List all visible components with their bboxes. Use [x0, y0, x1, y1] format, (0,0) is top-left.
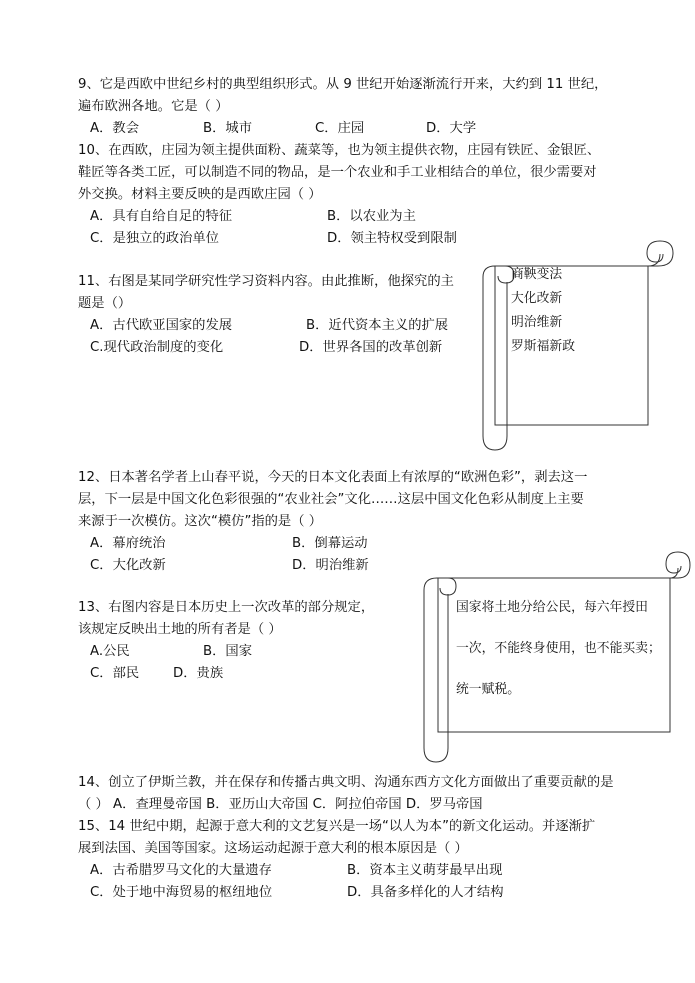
- q15-stem-line2: 展到法国、美国等国家。这场运动起源于意大利的根本原因是（ ）: [78, 841, 468, 856]
- q13-option-a: A.公民: [90, 644, 130, 659]
- q11-option-d: D．世界各国的改革创新: [299, 340, 443, 355]
- scroll-2-graphic: [420, 550, 692, 764]
- scroll-1-graphic: [480, 240, 675, 452]
- scroll-2-line1: 国家将土地分给公民，每六年授田: [456, 600, 648, 615]
- q12-stem-line2: 层，下一层是中国文化色彩很强的“农业社会”文化……这层中国文化色彩从制度上主要: [78, 492, 584, 507]
- q10-option-d: D．领主特权受到限制: [327, 231, 457, 246]
- q13-option-d: D．贵族: [173, 666, 224, 681]
- q11-option-b: B．近代资本主义的扩展: [306, 318, 449, 333]
- q15-option-a: A．古希腊罗马文化的大量遗存: [90, 863, 272, 878]
- q10-stem-line3: 外交换。材料主要反映的是西欧庄园（ ）: [78, 187, 322, 202]
- q12-option-d: D．明治维新: [292, 558, 369, 573]
- q13-stem-line1: 13、右图内容是日本历史上一次改革的部分规定，: [78, 600, 375, 615]
- scroll-1-item-3: 明治维新: [511, 315, 563, 330]
- q11-option-c: C.现代政治制度的变化: [90, 340, 224, 355]
- q9-option-d: D．大学: [426, 121, 477, 136]
- q14-stem-line1: 14、创立了伊斯兰教，并在保存和传播古典文明、沟通东西方文化方面做出了重要贡献的是: [78, 775, 614, 790]
- q11-stem-line2: 题是（）: [78, 296, 132, 311]
- scroll-1-item-4: 罗斯福新政: [511, 339, 575, 354]
- q13-stem-line2: 该规定反映出土地的所有者是（ ）: [78, 622, 282, 637]
- q12-option-b: B．倒幕运动: [292, 536, 368, 551]
- q10-stem-line1: 10、在西欧，庄园为领主提供面粉、蔬菜等，也为领主提供衣物，庄园有铁匠、金银匠、: [78, 143, 601, 158]
- q9-option-c: C．庄园: [315, 121, 365, 136]
- scroll-2-line3: 统一赋税。: [456, 682, 520, 697]
- q9-stem-line2: 遍布欧洲各地。它是（ ）: [78, 99, 229, 114]
- q12-stem-line1: 12、日本著名学者上山春平说，今天的日本文化表面上有浓厚的“欧洲色彩”，剥去这一: [78, 470, 588, 485]
- q9-stem-line1: 9、它是西欧中世纪乡村的典型组织形式。从 9 世纪开始逐渐流行开来，大约到 11 世纪，: [78, 77, 608, 92]
- q15-option-b: B．资本主义萌芽最早出现: [347, 863, 503, 878]
- q10-stem-line2: 鞋匠等各类工匠，可以制造不同的物品，是一个农业和手工业相结合的单位，很少需要对: [78, 165, 597, 180]
- q10-option-a: A．具有自给自足的特征: [90, 209, 233, 224]
- q9-option-a: A．教会: [90, 121, 139, 136]
- q12-option-a: A．幕府统治: [90, 536, 166, 551]
- q9-option-b: B．城市: [203, 121, 253, 136]
- scroll-1-item-1: 商鞅变法: [511, 267, 563, 282]
- q11-option-a: A．古代欧亚国家的发展: [90, 318, 233, 333]
- q15-stem-line1: 15、14 世纪中期，起源于意大利的文艺复兴是一场“以人为本”的新文化运动。并逐渐扩: [78, 819, 596, 834]
- q15-option-c: C．处于地中海贸易的枢纽地位: [90, 885, 273, 900]
- q15-option-d: D．具备多样化的人才结构: [347, 885, 504, 900]
- q13-option-c: C．部民: [90, 666, 140, 681]
- q14-stem-line2: （ ） A．查理曼帝国 B．亚历山大帝国 C．阿拉伯帝国 D．罗马帝国: [78, 797, 483, 812]
- q10-option-c: C．是独立的政治单位: [90, 231, 219, 246]
- q10-option-b: B．以农业为主: [327, 209, 416, 224]
- q13-option-b: B．国家: [203, 644, 253, 659]
- scroll-1-item-2: 大化改新: [511, 291, 563, 306]
- q12-option-c: C．大化改新: [90, 558, 166, 573]
- scroll-2-line2: 一次，不能终身使用，也不能买卖；: [456, 641, 661, 656]
- q12-stem-line3: 来源于一次模仿。这次“模仿”指的是（ ）: [78, 514, 323, 529]
- q11-stem-line1: 11、右图是某同学研究性学习资料内容。由此推断，他探究的主: [78, 274, 454, 289]
